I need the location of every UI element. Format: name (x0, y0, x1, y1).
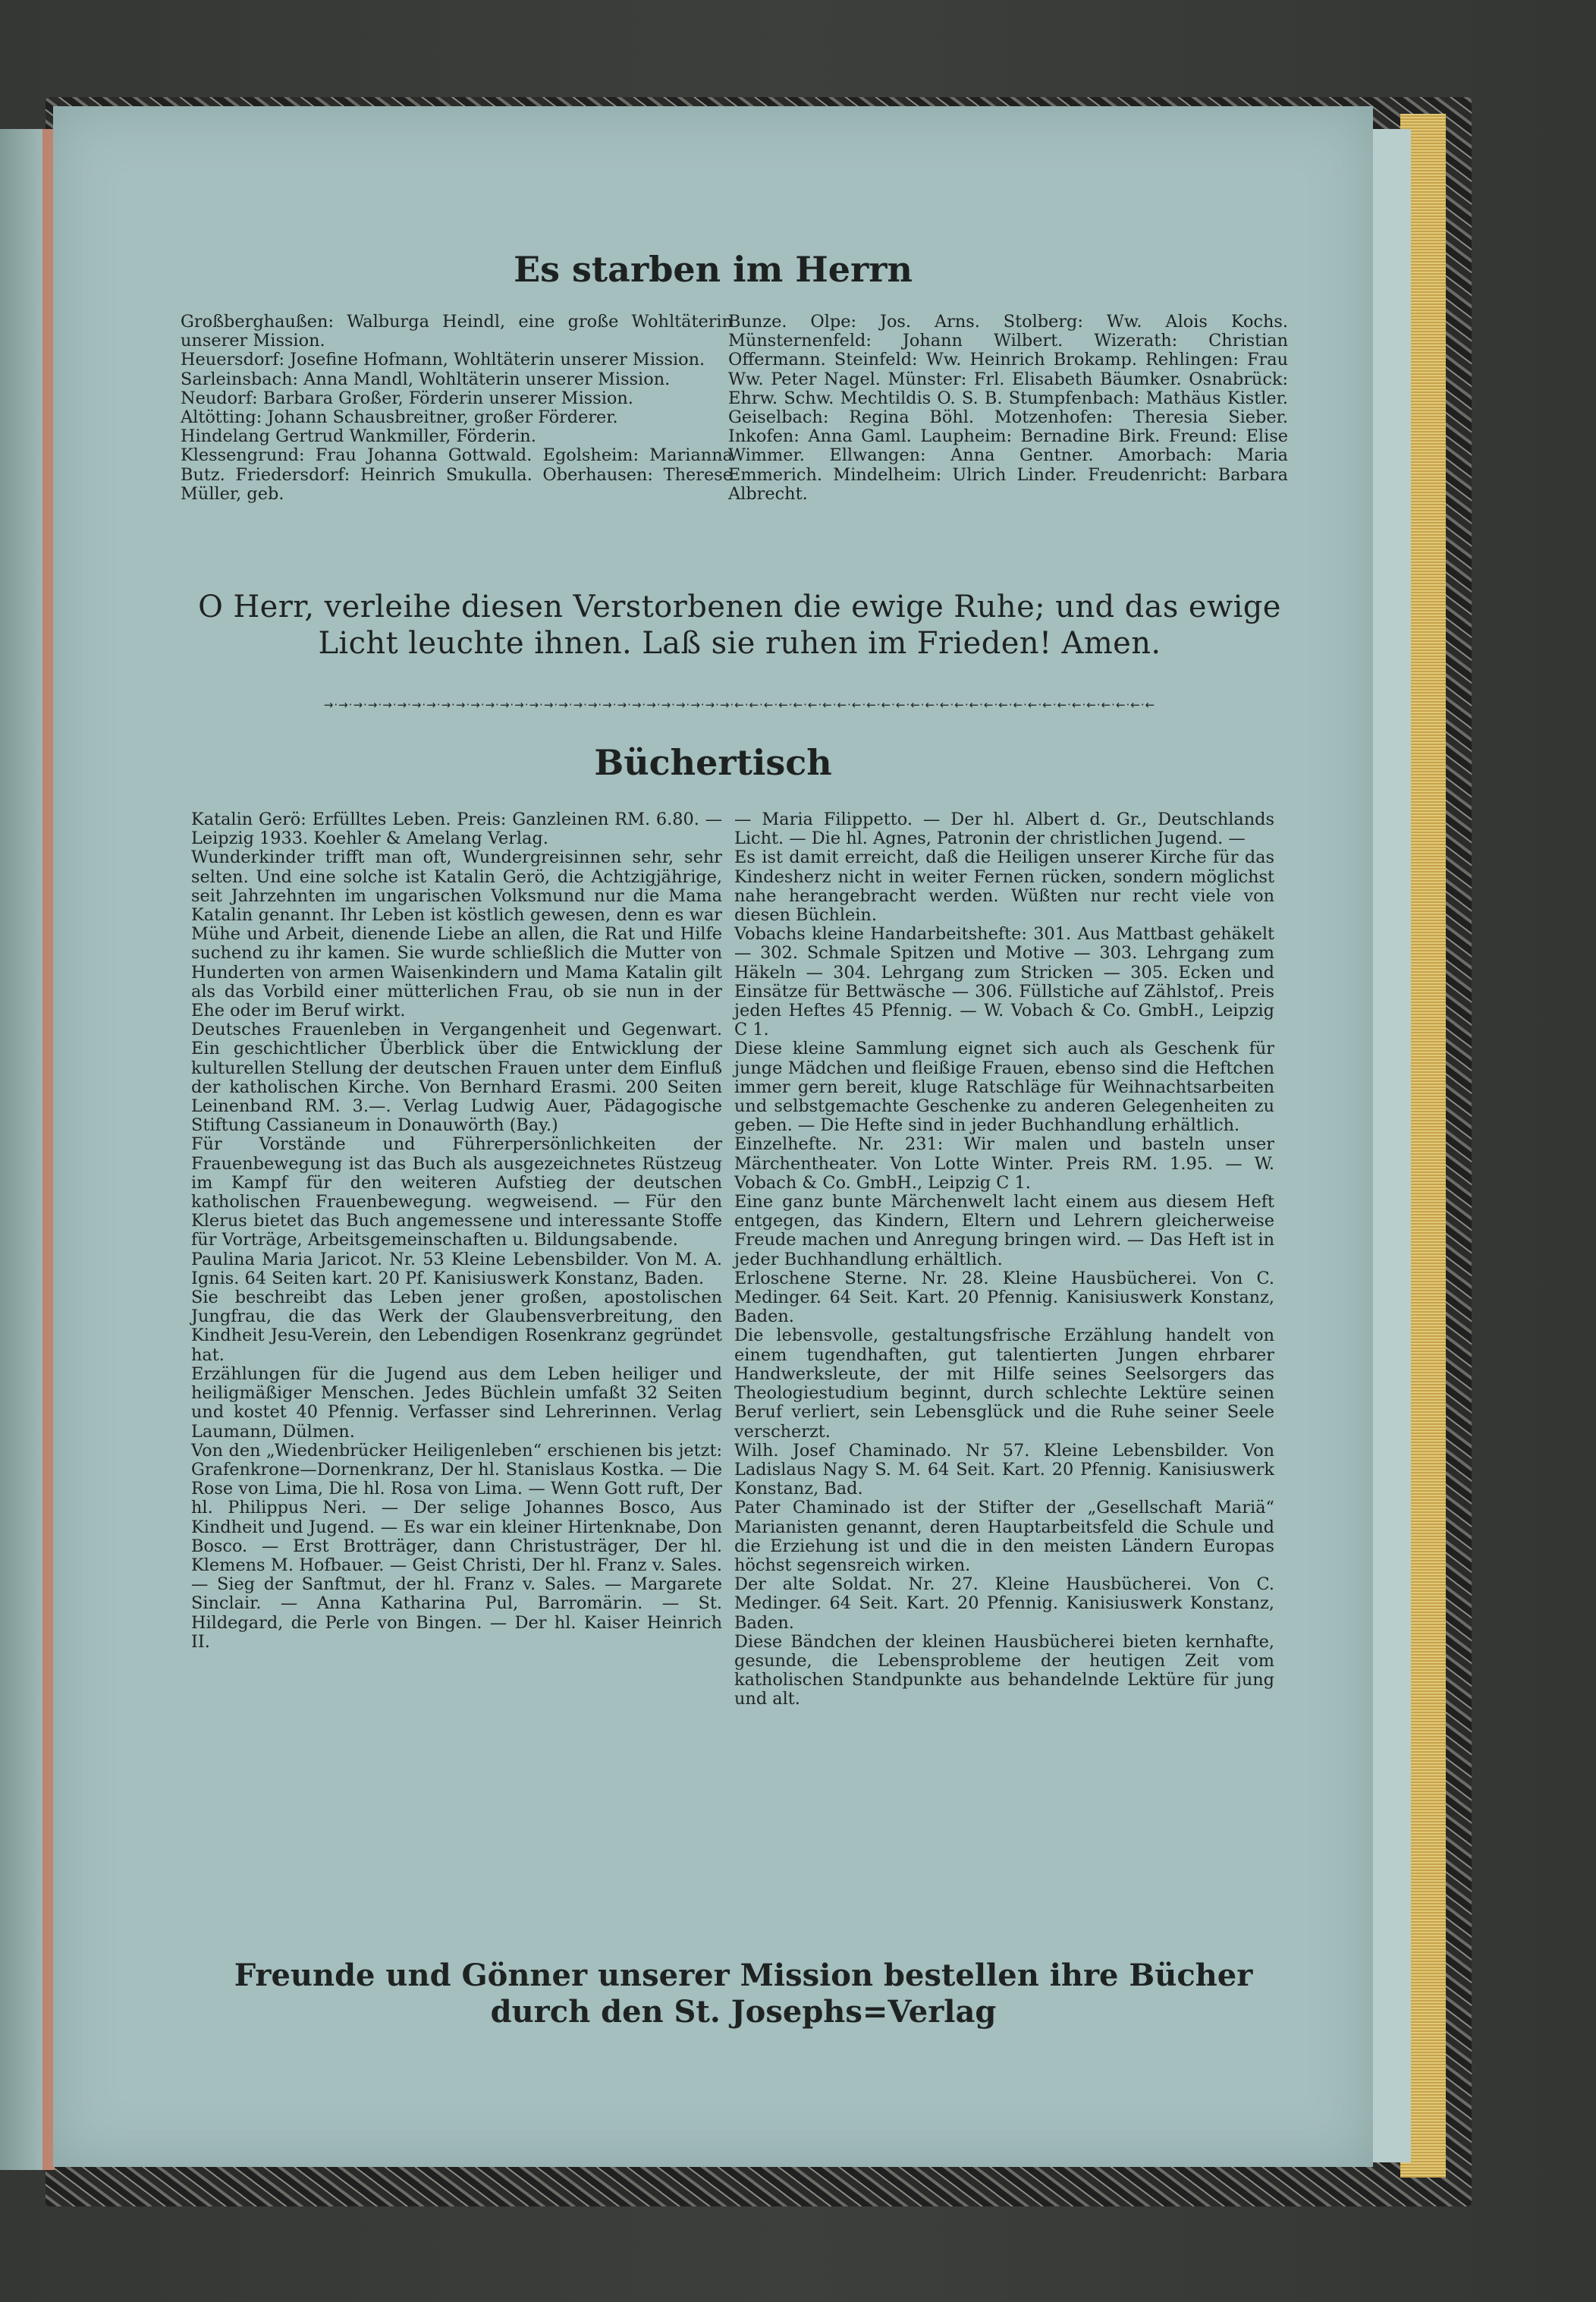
book-review: — Maria Filippetto. — Der hl. Albert d. Gr., Deutschlands Licht. — Die hl. Agnes, Patronin der christlichen Jugend. — (734, 810, 1274, 849)
book-review: Diese Bändchen der kleinen Hausbücherei bieten kernhafte, gesunde, die Lebensprobleme der heutigen Zeit vom katholischen Standpunkte aus behandelnde Lektüre für jung und alt. (734, 1631, 1274, 1709)
book-review: Diese kleine Sammlung eignet sich auch als Geschenk für junge Mädchen und fleißige Frauen, ebenso sind die Heftchen immer gern bereit, kluge Ratschläge für Weihnachtsarbeiten und selbstgemachte Geschenke zu anderen Gelegenheiten zu geben. — Die Hefte sind in jeder Buchhandlung erhältlich. (734, 1039, 1274, 1136)
obituary-entry: Bunze. Olpe: Jos. Arns. Stolberg: Ww. Alois Kochs. Münsternenfeld: Johann Wilbert. Wizerath: Christian Offermann. Steinfeld: Ww. Heinrich Brokamp. Rehlingen: Frau Ww. Peter Nagel. Münster: Frl. Elisabeth Bäumker. Osnabrück: Ehrw. Schw. Mechtildis O. S. B. Stumpfenbach: Mathäus Kistler. Geiselbach: Regina Böhl. Motzenhofen: Theresia Sieber. Inkofen: Anna Gaml. Laupheim: Bernadine Birk. Freund: Elise Wimmer. Ellwangen: Anna Gentner. Amorbach: Maria Emmerich. Mindelheim: Ulrich Linder. Freudenricht: Barbara Albrecht. (728, 312, 1288, 504)
book-entry: Erloschene Sterne. Nr. 28. Kleine Hausbücherei. Von C. Medinger. 64 Seit. Kart. 20 Pfennig. Kanisiuswerk Konstanz, Baden. (734, 1268, 1274, 1327)
book-review: Von den „Wiedenbrücker Heiligenleben“ erschienen bis jetzt: Grafenkrone—Dornenkranz, Der hl. Stanislaus Kostka. — Die Rose von Lima, Die hl. Rosa von Lima. — Wenn Gott ruft, Der hl. Philippus Neri. — Der selige Johannes Bosco, Aus Kindheit und Jugend. — Es war ein kleiner Hirtenknabe, Don Bosco. — Erst Brotträger, dann Christusträger, Der hl. Klemens M. Hofbauer. — Geist Christi, Der hl. Franz v. Sales. — Sieg der Sanftmut, der hl. Franz v. Sales. — Margarete Sinclair. — Anna Katharina Pul, Barromärin. — St. Hildegard, die Perle von Bingen. — Der hl. Kaiser Heinrich II. (191, 1440, 722, 1652)
book-review: Die lebensvolle, gestaltungsfrische Erzählung handelt von einem tugendhaften, gut talentierten Jungen ehrbarer Handwerksleute, der mit Hilfe seines Seelsorgers das Theologiestudium beginnt, durch schlechte Lektüre seinen Beruf verliert, sein Lebensglück und die Ruhe seiner Seele verscherzt. (734, 1326, 1274, 1442)
book-entry: Katalin Gerö: Erfülltes Leben. Preis: Ganzleinen RM. 6.80. — Leipzig 1933. Koehler & Amelang Verlag. (191, 810, 722, 849)
book-entry: Erzählungen für die Jugend aus dem Leben heiliger und heiligmäßiger Menschen. Jedes Büchlein umfaßt 32 Seiten und kostet 40 Pfennig. Verfasser sind Lehrerinnen. Verlag Laumann, Dülmen. (191, 1363, 722, 1442)
obituary-left-column (181, 313, 733, 504)
underlying-pages (1369, 129, 1411, 2162)
book-review: Für Vorstände und Führerpersönlichkeiten der Frauenbewegung ist das Buch als ausgezeichnetes Rüstzeug im Kampf für den weiteren Aufstieg der deutschen katholischen Frauenbewegung. wegweisend. — Für den Klerus bietet das Buch angemessene und interessante Stoffe für Vorträge, Arbeitsgemeinschaften u. Bildungsabende. (191, 1134, 722, 1250)
obituary-entry: Heuersdorf: Josefine Hofmann, Wohltäterin unserer Mission. (181, 350, 705, 370)
book-entry: Einzelhefte. Nr. 231: Wir malen und basteln unser Märchentheater. Von Lotte Winter. Preis RM. 1.95. — W. Vobach & Co. GmbH., Leipzig C 1. (734, 1134, 1274, 1193)
book-review: Es ist damit erreicht, daß die Heiligen unserer Kirche für das Kindesherz nicht in weiter Fernen rücken, sondern möglichst nahe herangebracht werden. Wüßten nur recht viele von diesen Büchlein. (734, 848, 1274, 926)
book-review: Pater Chaminado ist der Stifter der „Gesellschaft Mariä“ Marianisten genannt, deren Hauptarbeitsfeld die Schule und die Erziehung ist und die in den meisten Ländern Europas höchst segensreich wirken. (734, 1498, 1274, 1575)
book-entry: Wilh. Josef Chaminado. Nr 57. Kleine Lebensbilder. Von Ladislaus Nagy S. M. 64 Seit. Kart. 20 Pfennig. Kanisiuswerk Konstanz, Bad. (734, 1440, 1274, 1499)
obituary-entry: Neudorf: Barbara Großer, Förderin unserer Mission. (181, 388, 633, 408)
obituary-entry: Hindelang Gertrud Wankmiller, Förderin. (181, 426, 536, 447)
page (53, 106, 1373, 2167)
ornamental-divider: →·→·→·→·→·→·→·→·→·→·→·→·→·→·→·→·→·→·→·→·→·→·→·→·→·→·→·→·←·←·←·←·←·←·←·←·←·←·←·←·←·←·←·←·←·←·←·←·←·←·←·←·←·←·←·←·← (323, 698, 1156, 712)
obituary-heading: Es starben im Herrn (514, 249, 913, 290)
book-entry: Der alte Soldat. Nr. 27. Kleine Hausbücherei. Von C. Medinger. 64 Seit. Kart. 20 Pfennig. Kanisiuswerk Konstanz, Baden. (734, 1574, 1274, 1633)
obituary-entry: Altötting: Johann Schausbreitner, großer Förderer. (181, 407, 618, 428)
books-right-column (734, 810, 1274, 1709)
prayer: O Herr, verleihe diesen Verstorbenen die ewige Ruhe; und das ewige Licht leuchte ihnen. Laß sie ruhen im Frieden! Amen. (198, 590, 1281, 661)
book-review: Eine ganz bunte Märchenwelt lacht einem aus diesem Heft entgegen, das Kindern, Eltern und Lehrern gleicherweise Freude machen und Anregung bringen wird. — Das Heft ist in jeder Buchhandlung erhältlich. (734, 1192, 1274, 1269)
books-heading: Büchertisch (594, 742, 832, 783)
obituary-entry: Sarleinsbach: Anna Mandl, Wohltäterin unserer Mission. (181, 369, 671, 389)
obituary-entry: Großberghaußen: Walburga Heindl, eine große Wohltäterin unserer Mission. (181, 312, 733, 351)
book-review: Wunderkinder trifft man oft, Wundergreisinnen sehr, sehr selten. Und eine solche ist Katalin Gerö, die Achtzigjährige, seit Jahrzehnten im ungarischen Volksmund nur die Mama Katalin genannt. Ihr Leben ist köstlich gewesen, denn es war Mühe und Arbeit, dienende Liebe an allen, die Rat und Hilfe suchend zu ihr kamen. Sie wurde schließlich die Mutter von Hunderten von armen Waisenkindern und Mama Katalin gilt als das Vorbild einer mütterlichen Frau, ob sie nun in der Ehe oder im Beruf wirkt. (191, 848, 722, 1021)
closing-notice: Freunde und Gönner unserer Mission bestellen ihre Bücher durch den St. Josephs=Verlag (234, 1958, 1253, 2030)
book-entry: Vobachs kleine Handarbeitshefte: 301. Aus Mattbast gehäkelt — 302. Schmale Spitzen und Motive — 303. Lehrgang zum Häkeln — 304. Lehrgang zum Stricken — 305. Ecken und Einsätze für Bettwäsche — 306. Füllstiche auf Zählstof,. Preis jeden Heftes 45 Pfennig. — W. Vobach & Co. GmbH., Leipzig C 1. (734, 924, 1274, 1040)
obituary-right-column (728, 313, 1288, 504)
book-review: Sie beschreibt das Leben jener großen, apostolischen Jungfrau, die das Werk der Glaubensverbreitung, den Kindheit Jesu-Verein, den Lebendigen Rosenkranz gegründet hat. (191, 1288, 722, 1365)
obituary-entry: Klessengrund: Frau Johanna Gottwald. Egolsheim: Marianna Butz. Friedersdorf: Heinrich Smukulla. Oberhausen: Therese Müller, geb. (181, 445, 733, 504)
book-entry: Deutsches Frauenleben in Vergangenheit und Gegenwart. Ein geschichtlicher Überblick über die Entwicklung der kulturellen Stellung der deutschen Frauen unter dem Einfluß der katholischen Kirche. Von Bernhard Erasmi. 200 Seiten Leinenband RM. 3.—. Verlag Ludwig Auer, Pädagogische Stiftung Cassianeum in Donauwörth (Bay.) (191, 1020, 722, 1136)
books-left-column (191, 810, 722, 1652)
book-entry: Paulina Maria Jaricot. Nr. 53 Kleine Lebensbilder. Von M. A. Ignis. 64 Seiten kart. 20 Pf. Kanisiuswerk Konstanz, Baden. (191, 1249, 722, 1288)
